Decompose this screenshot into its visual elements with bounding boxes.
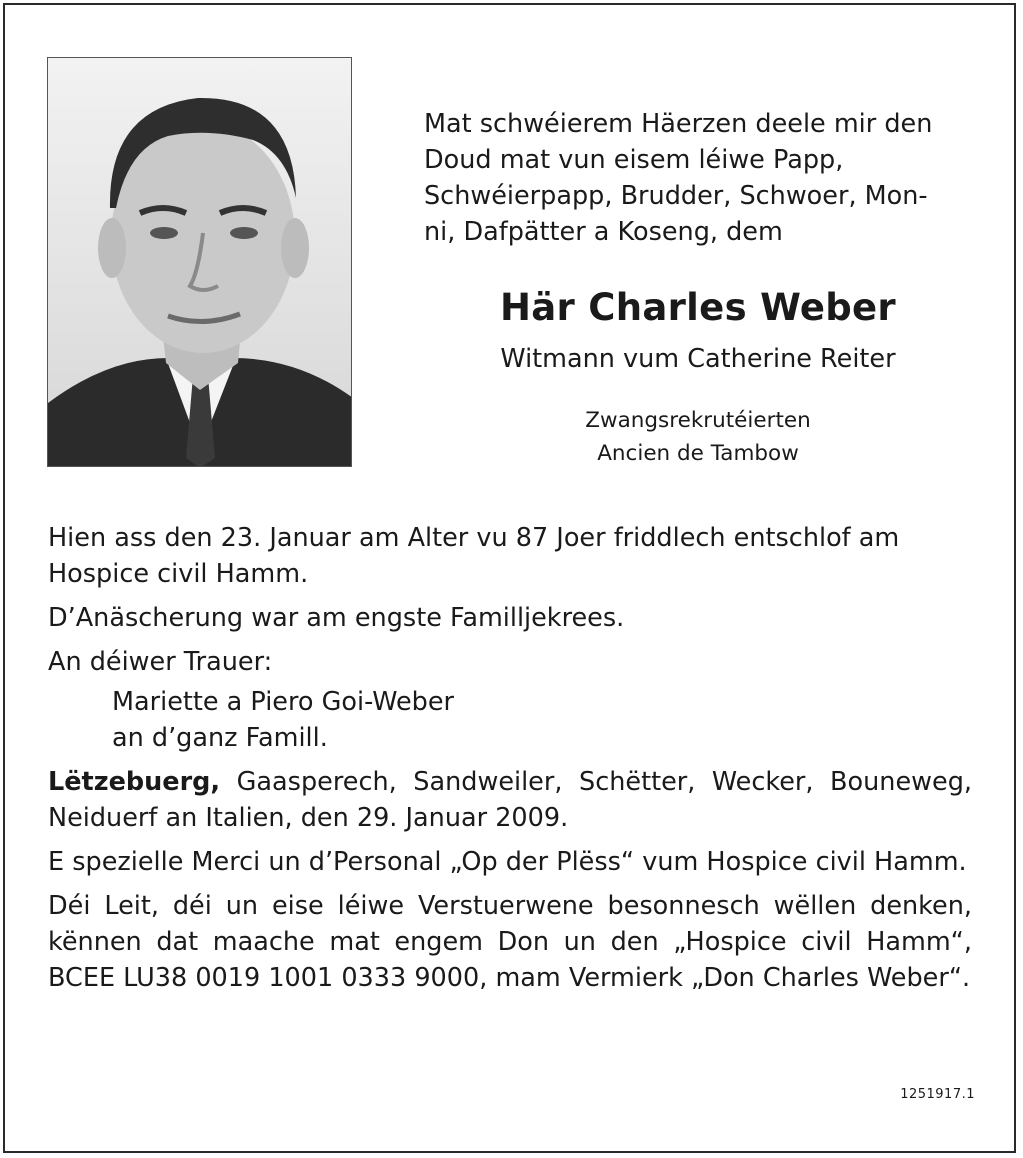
mourner-line: an d’ganz Famill. xyxy=(112,723,328,753)
intro-line: Doud mat vun eisem léiwe Papp, xyxy=(424,145,844,175)
title-line: Zwangsrekrutéierten xyxy=(585,408,811,433)
announcement-intro xyxy=(424,106,972,250)
intro-line: Mat schwéierem Häerzen deele mir den xyxy=(424,109,933,139)
widower-line: Witmann vum Catherine Reiter xyxy=(500,344,896,374)
mourner-line: Mariette a Piero Goi-Weber xyxy=(112,687,455,717)
mourners-list xyxy=(48,684,972,756)
donation-text: Déi Leit, déi un eise léiwe Verstuerwene besonnesch wëllen denken, kënnen dat maache mat engem Don un den „Hospice civil Hamm“, BCEE LU38 0019 1001 0333 9000, mam Vermierk „Don Charles Weber“. xyxy=(48,891,972,993)
intro-line: Schwéierpapp, Brudder, Schwoer, Mon- xyxy=(424,181,928,211)
reference-number: 1251917.1 xyxy=(900,1087,975,1102)
honorary-titles xyxy=(424,404,972,470)
mourners-intro: An déiwer Trauer: xyxy=(48,647,273,677)
portrait-photo xyxy=(47,57,352,467)
passing-text: Hien ass den 23. Januar am Alter vu 87 Joer friddlech entschlof am Hospice civil Hamm. xyxy=(48,523,900,589)
thanks-text: E spezielle Merci un d’Personal „Op der Plëss“ vum Hospice civil Hamm. xyxy=(48,847,967,877)
place-bold: Lëtzebuerg, xyxy=(48,767,221,797)
intro-line: ni, Dafpätter a Koseng, dem xyxy=(424,217,783,247)
cremation-text: D’Anäscherung war am engste Familljekrees. xyxy=(48,603,625,633)
place-rest: Gaasperech, Sandweiler, Schëtter, Wecker, Bouneweg, Neiduerf an Italien, den 29. Januar 2009. xyxy=(48,767,972,833)
deceased-name: Här Charles Weber xyxy=(500,286,896,329)
title-line: Ancien de Tambow xyxy=(597,441,799,466)
place-date-text xyxy=(48,764,972,836)
mourners-block xyxy=(48,644,972,680)
notice-body xyxy=(48,520,972,1004)
